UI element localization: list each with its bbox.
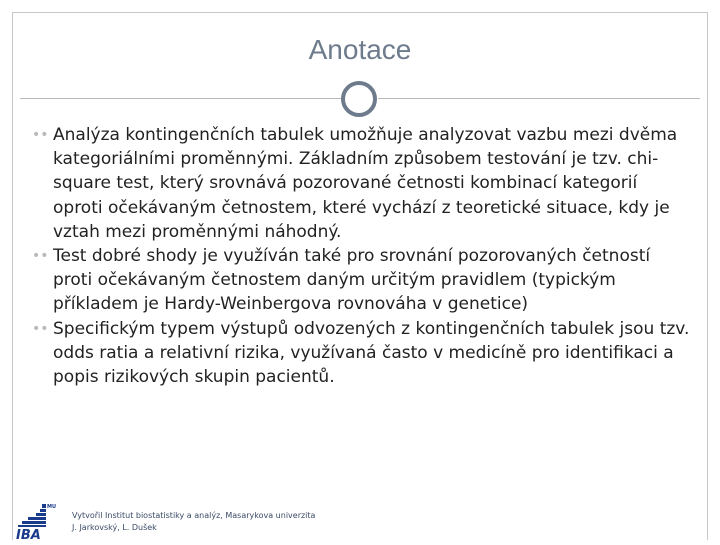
bullet-icon: •• (32, 320, 49, 337)
bullet-icon: •• (32, 127, 49, 143)
bullet-item (32, 123, 692, 244)
bullet-item (32, 317, 692, 390)
title-divider-right (378, 98, 700, 99)
footer-line-institute: Vytvořil Institut biostatistiky a analýz, Masarykova univerzita (72, 511, 316, 520)
bullet-item (32, 244, 692, 317)
logo-small-text: MU (47, 504, 57, 510)
ring-ornament-icon (341, 81, 377, 117)
logo-text: IBA (16, 528, 41, 543)
slide-title: Anotace (308, 34, 412, 65)
footer-credits (72, 510, 315, 534)
bullet-list (32, 123, 692, 389)
bullet-icon: •• (32, 248, 49, 265)
footer-line-authors: J. Jarkovský, L. Dušek (72, 523, 157, 532)
bullet-text: Specifickým typem výstupů odvozených z kontingenčních tabulek jsou tzv. odds ratia a relativní rizika, využívaná často v medicíně pro identifikaci a popis rizikových skupin pacientů. (53, 318, 690, 388)
iba-logo (14, 502, 57, 543)
bullet-text: Analýza kontingenčních tabulek umožňuje analyzovat vazbu mezi dvěma kategoriálními proměnnými. Základním způsobem testování je tzv. chi-square test, který srovnává pozorované četnosti kombinací kategorií oproti očekávaným četnostem, které vychází z teoretické situace, kdy je vztah mezi proměnnými náhodný. (53, 125, 678, 242)
bullet-text: Test dobré shody je využíván také pro srovnání pozorovaných četností proti očekávaným četnostem daným určitým pravidlem (typickým příkladem je Hardy-Weinbergova rovnováha v genetice) (53, 246, 651, 315)
title-divider-left (20, 98, 342, 99)
